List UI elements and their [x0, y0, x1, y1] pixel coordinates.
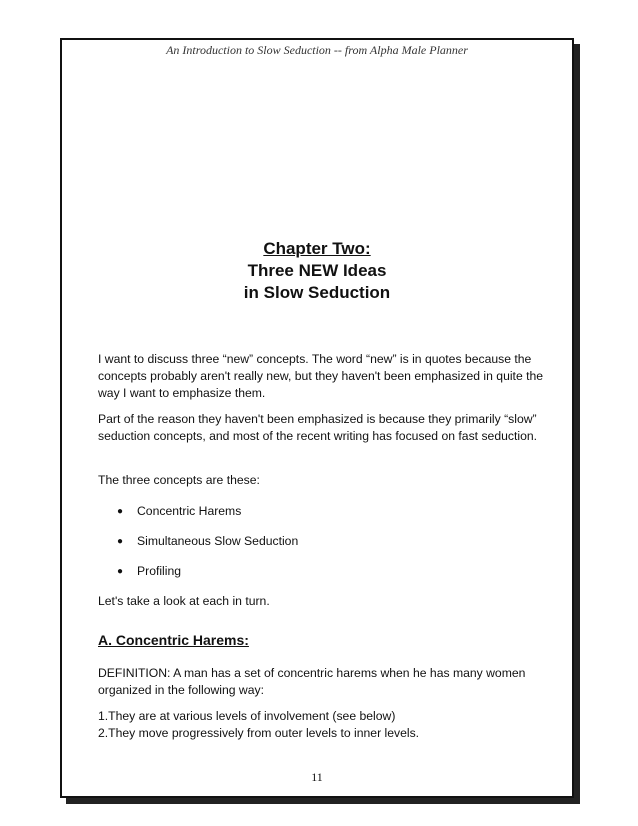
- bullet-icon: ●: [117, 566, 124, 577]
- list-item: [117, 564, 181, 578]
- paragraph-text: Part of the reason they haven't been emphasized is because they primarily “slow” seduction concepts, and most of the recent writing has focused on fast seduction.: [98, 412, 538, 443]
- chapter-title-line-1: Chapter Two:: [263, 239, 371, 258]
- list-item-label: Concentric Harems: [137, 504, 242, 518]
- list-item-label: Profiling: [137, 564, 182, 578]
- running-header: An Introduction to Slow Seduction -- from Alpha Male Planner: [166, 43, 468, 57]
- list-item: [117, 504, 241, 518]
- bullet-icon: ●: [117, 506, 124, 517]
- chapter-title-line-2: Three NEW Ideas: [247, 261, 387, 280]
- numbered-item: 1.They are at various levels of involvement (see below): [98, 709, 396, 723]
- paragraph-transition: [98, 593, 548, 610]
- paragraph-text: Let's take a look at each in turn.: [98, 594, 270, 608]
- definition-paragraph: [98, 665, 548, 699]
- paragraph-text: The three concepts are these:: [98, 473, 260, 487]
- paragraph-text: I want to discuss three “new” concepts. The word “new” is in quotes because the concepts probably aren't really new, but they haven't been emphasized in quite the way I want to emphasize them.: [98, 352, 544, 400]
- paragraph-text: DEFINITION: A man has a set of concentric harems when he has many women organized in the following way:: [98, 666, 526, 697]
- paragraph-concepts-intro: [98, 472, 548, 489]
- list-item-label: Simultaneous Slow Seduction: [137, 534, 299, 548]
- bullet-icon: ●: [117, 536, 124, 547]
- paragraph-intro: [98, 351, 548, 402]
- chapter-title-line-3: in Slow Seduction: [243, 283, 391, 302]
- paragraph-reason: [98, 411, 548, 445]
- page-number: 11: [311, 770, 323, 784]
- chapter-title: [62, 238, 572, 304]
- section-title: A. Concentric Harems:: [98, 632, 249, 648]
- page-frame: [60, 38, 574, 798]
- numbered-item: 2.They move progressively from outer levels to inner levels.: [98, 726, 420, 740]
- numbered-list: [98, 708, 548, 742]
- list-item: [117, 534, 298, 548]
